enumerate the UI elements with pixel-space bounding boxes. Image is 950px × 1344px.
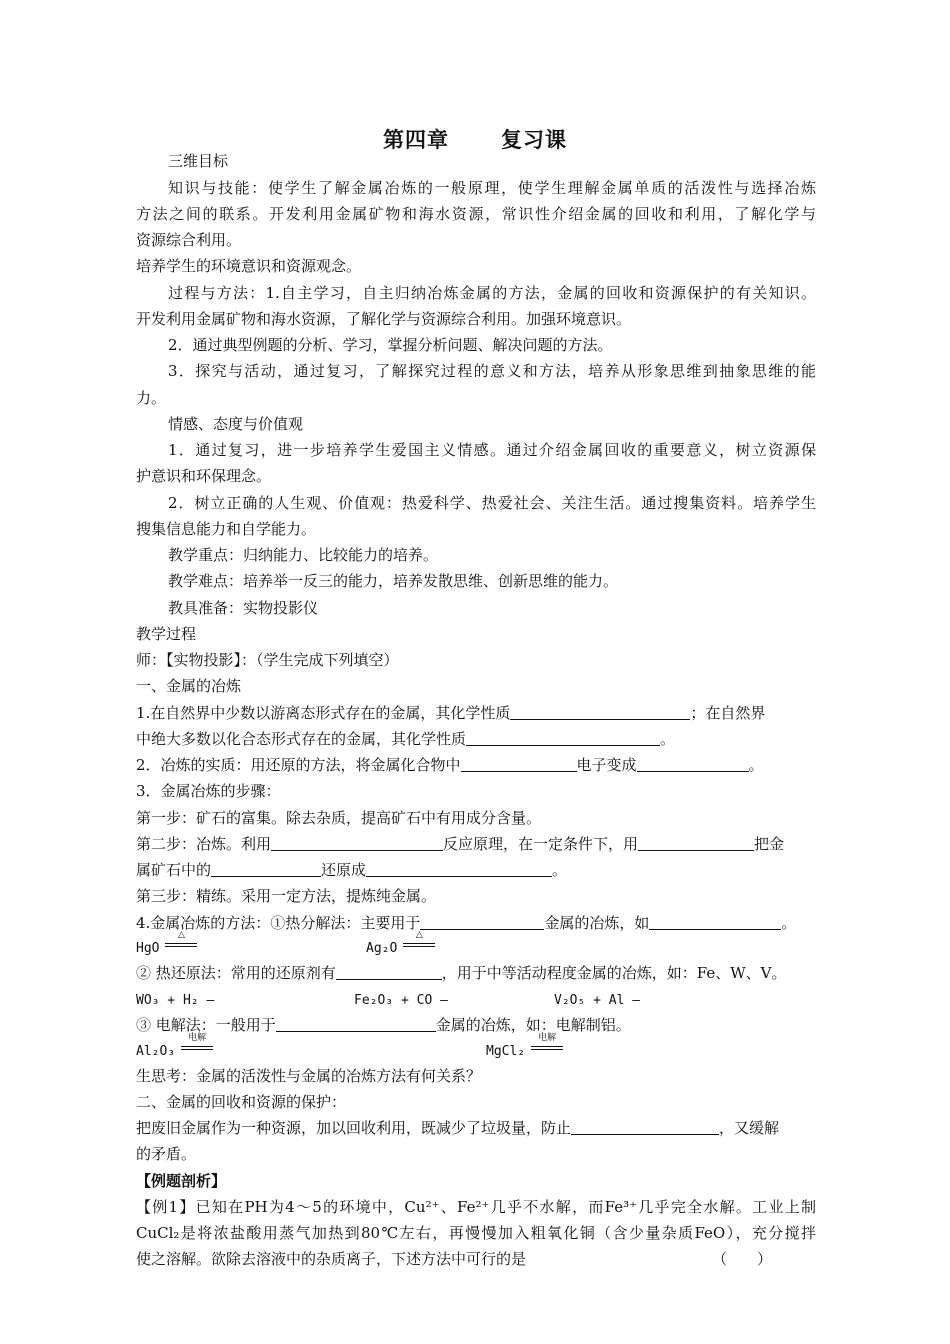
example-line: 【例1】已知在PH为4～5的环境中，Cu²⁺、Fe²⁺几乎不水解，而Fe³⁺几乎完全水解。工业上制 bbox=[136, 1198, 816, 1216]
question-line: ③ 电解法：一般用于 金属的冶炼，如：电解制铝。 bbox=[136, 1016, 631, 1034]
answer-blank[interactable] bbox=[466, 730, 660, 746]
electrolysis-arrow-icon: 电解 bbox=[531, 1042, 563, 1052]
answer-blank[interactable] bbox=[271, 835, 443, 851]
equation-mgcl2: MgCl₂ 电解 bbox=[486, 1041, 563, 1059]
question-line: 把废旧金属作为一种资源，加以回收利用，既减少了垃圾量，防止 ，又缓解 bbox=[136, 1119, 780, 1137]
equation-row-electrolysis bbox=[136, 1033, 816, 1062]
answer-blank[interactable] bbox=[366, 861, 552, 877]
paragraph-line: 第一步：矿石的富集。除去杂质，提高矿石中有用成分含量。 bbox=[136, 809, 542, 827]
teaching-tools: 教具准备：实物投影仪 bbox=[168, 599, 319, 617]
electrolysis-arrow-icon: 电解 bbox=[181, 1042, 213, 1052]
question-line: 4.金属冶炼的方法：①热分解法：主要用于 金属的冶炼，如 。 bbox=[136, 914, 797, 932]
teacher-instruction: 师：【实物投影】：（学生完成下列填空） bbox=[136, 651, 399, 669]
answer-blank[interactable] bbox=[637, 756, 749, 772]
answer-blank[interactable] bbox=[638, 835, 754, 851]
heat-arrow-icon: △ bbox=[165, 939, 197, 949]
question-line: 2．冶炼的实质：用还原的方法，将金属化合物中 电子变成 。 bbox=[136, 756, 764, 774]
answer-blank[interactable] bbox=[649, 914, 781, 930]
paragraph-line: 过程与方法：1.自主学习，自主归纳冶炼金属的方法，金属的回收和资源保护的有关知识。 bbox=[168, 284, 816, 302]
question-line: ② 热还原法：常用的还原剂有 ，用于中等活动程度金属的冶炼，如：Fe、W、V。 bbox=[136, 964, 787, 982]
answer-blank[interactable] bbox=[420, 914, 544, 930]
paragraph-line: 开发利用金属矿物和海水资源，了解化学与资源综合利用。加强环境意识。 bbox=[136, 310, 632, 328]
paragraph-line: 2．树立正确的人生观、价值观：热爱科学、热爱社会、关注生活。通过搜集资料。培养学生 bbox=[168, 494, 816, 512]
section-heading-process: 教学过程 bbox=[136, 625, 197, 643]
example-line: CuCl₂是将浓盐酸用蒸气加热到80℃左右，再慢慢加入粗氧化铜（含少量杂质FeO），充分搅拌 bbox=[136, 1224, 816, 1242]
equation-row-thermal bbox=[136, 930, 816, 959]
section-heading-recycling: 二、金属的回收和资源的保护： bbox=[136, 1093, 347, 1111]
heat-arrow-icon: △ bbox=[403, 939, 435, 949]
paragraph-line: 方法之间的联系。开发利用金属矿物和海水资源，常识性介绍金属的回收和利用，了解化学与 bbox=[136, 205, 816, 223]
paragraph-line: 的矛盾。 bbox=[136, 1145, 197, 1163]
answer-blank[interactable] bbox=[510, 704, 690, 720]
answer-blank[interactable] bbox=[211, 861, 321, 877]
paragraph-line: 3．金属冶炼的步骤： bbox=[136, 782, 281, 800]
section-heading-smelting: 一、金属的冶炼 bbox=[136, 677, 242, 695]
question-line: 1.在自然界中少数以游离态形式存在的金属，其化学性质 ；在自然界 bbox=[136, 704, 766, 722]
answer-blank[interactable] bbox=[336, 964, 442, 980]
paragraph-line: 知识与技能：使学生了解金属冶炼的一般原理，使学生理解金属单质的活泼性与选择冶炼 bbox=[168, 179, 816, 197]
paragraph-line: 护意识和环保理念。 bbox=[136, 467, 272, 485]
section-heading-attitude: 情感、态度与价值观 bbox=[168, 415, 304, 433]
answer-parentheses[interactable]: （ ） bbox=[712, 1250, 773, 1268]
question-line: 中绝大多数以化合态形式存在的金属，其化学性质 。 bbox=[136, 730, 676, 748]
equation-al2o3: Al₂O₃ 电解 bbox=[136, 1040, 486, 1062]
paragraph-line: 3．探究与活动，通过复习，了解探究过程的意义和方法，培养从形象思维到抽象思维的能 bbox=[168, 362, 816, 380]
chapter-label: 第四章 bbox=[383, 128, 449, 152]
section-heading-objectives: 三维目标 bbox=[168, 152, 229, 170]
teaching-focus: 教学重点：归纳能力、比较能力的培养。 bbox=[168, 546, 439, 564]
equation-hgo: HgO △ bbox=[136, 937, 366, 959]
question-line: 第二步：冶炼。利用 反应原理，在一定条件下，用 把金 bbox=[136, 835, 785, 853]
paragraph-line: 培养学生的环境意识和资源观念。 bbox=[136, 257, 362, 275]
lesson-label: 复习课 bbox=[501, 128, 567, 152]
think-question: 生思考：金属的活泼性与金属的冶炼方法有何关系？ bbox=[136, 1067, 482, 1085]
paragraph-line: 2．通过典型例题的分析、学习，掌握分析问题、解决问题的方法。 bbox=[168, 336, 613, 354]
answer-blank[interactable] bbox=[276, 1016, 436, 1032]
page-title bbox=[0, 124, 950, 154]
paragraph-line: 资源综合利用。 bbox=[136, 231, 242, 249]
question-line: 属矿石中的 还原成 。 bbox=[136, 861, 568, 879]
answer-blank[interactable] bbox=[571, 1119, 719, 1135]
paragraph-line: 1．通过复习，进一步培养学生爱国主义情感。通过介绍金属回收的重要意义，树立资源保 bbox=[168, 441, 816, 459]
paragraph-line: 第三步：精练。采用一定方法，提炼纯金属。 bbox=[136, 887, 437, 905]
equation-ag2o: Ag₂O △ bbox=[366, 938, 435, 956]
example-line: 使之溶解。欲除去溶液中的杂质离子，下述方法中可行的是 （ ） bbox=[136, 1250, 773, 1268]
paragraph-line: 力。 bbox=[136, 389, 167, 407]
teaching-difficulty: 教学难点：培养举一反三的能力，培养发散思维、创新思维的能力。 bbox=[168, 572, 619, 590]
paragraph-line: 搜集信息能力和自学能力。 bbox=[136, 520, 317, 538]
example-heading: 【例题剖析】 bbox=[136, 1172, 227, 1190]
answer-blank[interactable] bbox=[461, 756, 577, 772]
equation-row-reduction: WO₃ + H₂ — Fe₂O₃ + CO — V₂O₅ + Al — bbox=[136, 993, 641, 1008]
